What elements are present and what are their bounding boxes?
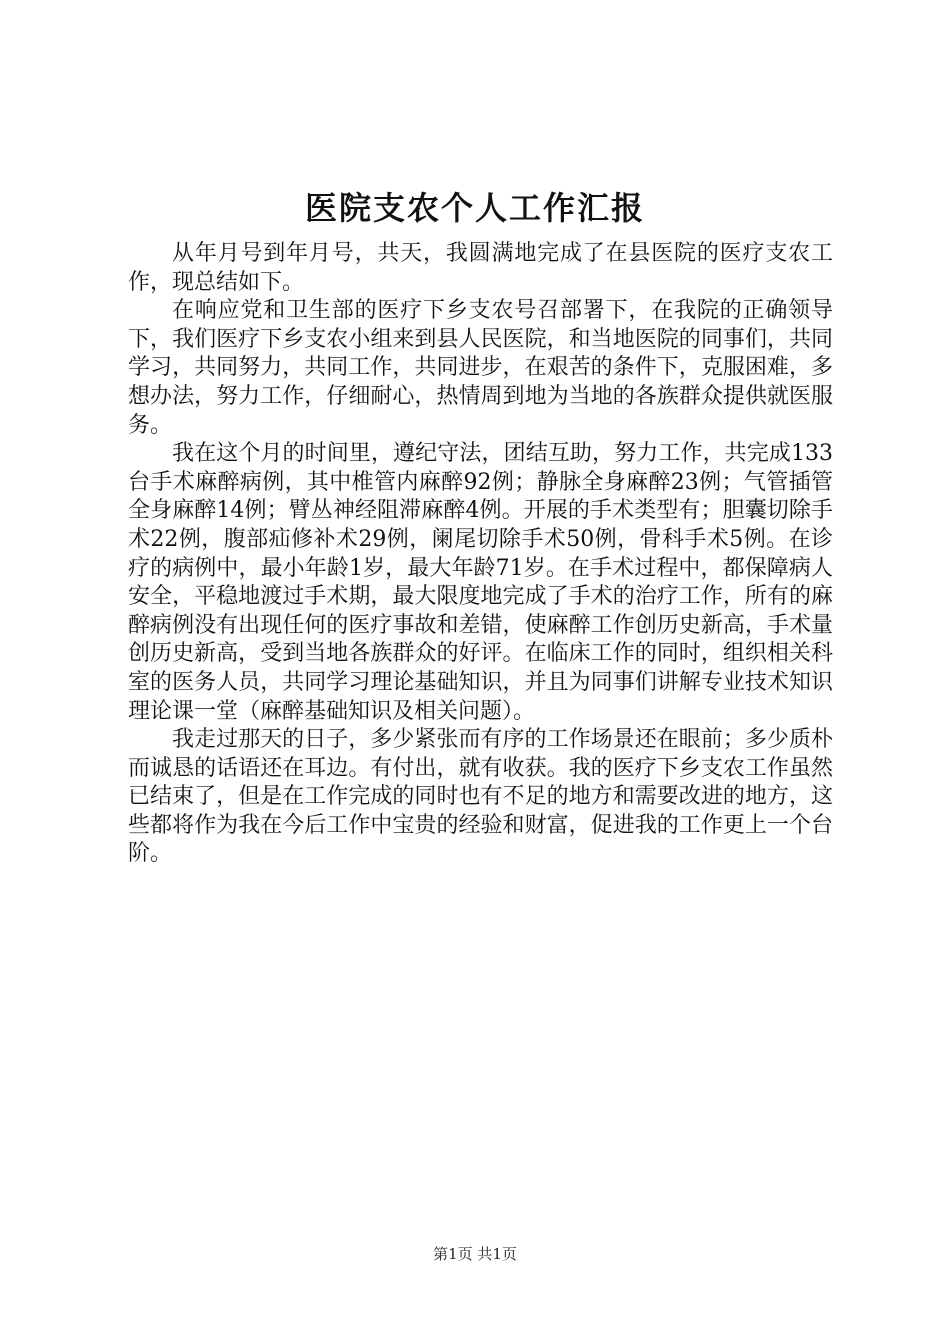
document-title: 医院支农个人工作汇报 — [304, 189, 645, 227]
paragraph-conclusion: 我走过那天的日子，多少紧张而有序的工作场景还在眼前；多少质朴而诚恳的话语还在耳边。有付出，就有收获。我的医疗下乡支农工作虽然已结束了，但是在工作完成的同时也有不足的地方和需要改进的地方，这些都将作为我在今后工作中宝贵的经验和财富，促进我的工作更上一个台阶。 — [128, 727, 833, 867]
page-footer: 第1页 共1页 — [433, 1245, 517, 1263]
paragraph-intro: 从年月号到年月号，共天，我圆满地完成了在县医院的医疗支农工作，现总结如下。 — [128, 241, 833, 295]
paragraph-background: 在响应党和卫生部的医疗下乡支农号召部署下，在我院的正确领导下，我们医疗下乡支农小组来到县人民医院，和当地医院的同事们，共同学习，共同努力，共同工作，共同进步，在艰苦的条件下，克服困难，多想办法，努力工作，仔细耐心，热情周到地为当地的各族群众提供就医服务。 — [128, 298, 833, 438]
paragraph-work-summary: 我在这个月的时间里，遵纪守法，团结互助，努力工作，共完成133台手术麻醉病例，其中椎管内麻醉92例；静脉全身麻醉23例；气管插管全身麻醉14例；臂丛神经阻滞麻醉4例。开展的手术类型有；胆囊切除手术22例，腹部疝修补术29例，阑尾切除手术50例，骨科手术5例。在诊疗的病例中，最小年龄1岁，最大年龄71岁。在手术过程中，都保障病人安全，平稳地渡过手术期，最大限度地完成了手术的治疗工作，所有的麻醉病例没有出现任何的医疗事故和差错，使麻醉工作创历史新高，手术量创历史新高，受到当地各族群众的好评。在临床工作的同时，组织相关科室的医务人员，共同学习理论基础知识，并且为同事们讲解专业技术知识理论课一堂（麻醉基础知识及相关问题）。 — [128, 441, 833, 724]
document-body — [128, 240, 833, 869]
